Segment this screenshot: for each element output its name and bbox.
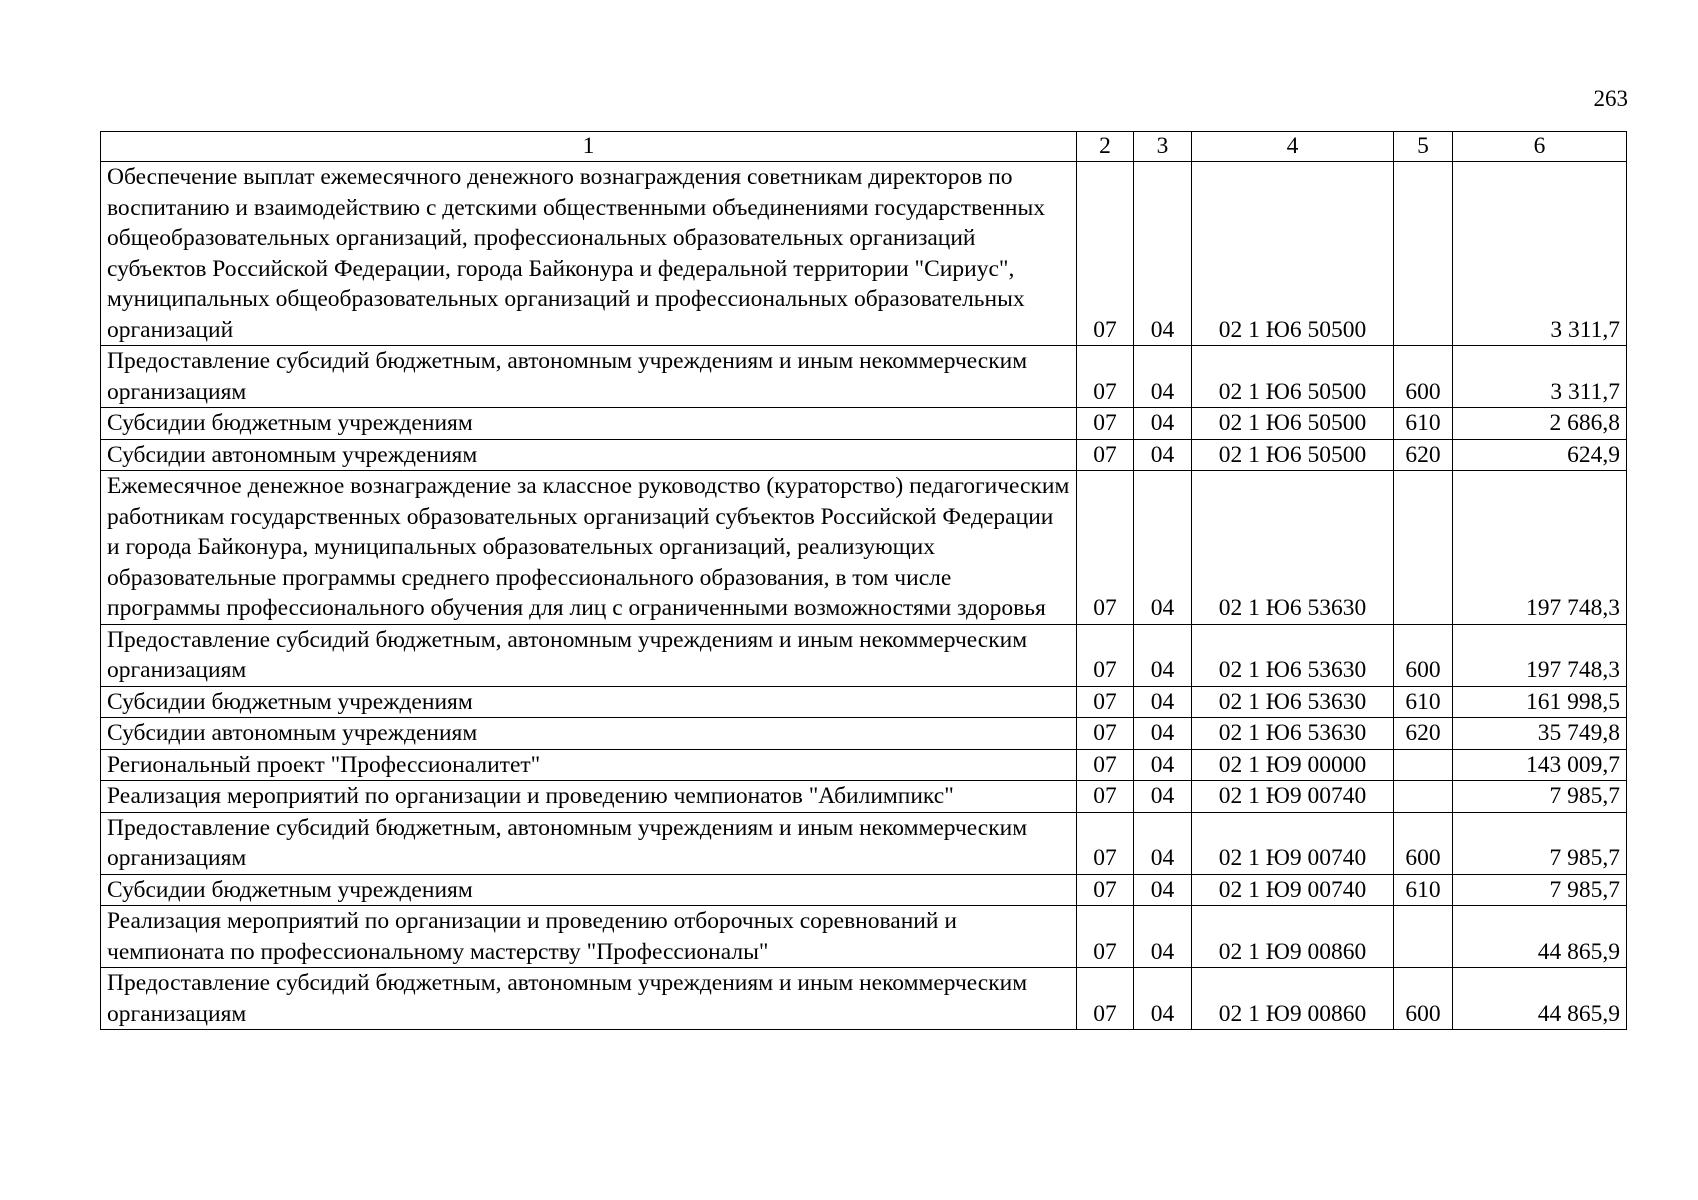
row-name: Региональный проект "Профессионалитет" bbox=[101, 749, 1077, 781]
row-target-article: 02 1 Ю6 50500 bbox=[1192, 162, 1394, 346]
row-target-article: 02 1 Ю6 50500 bbox=[1192, 346, 1394, 408]
row-amount: 624,9 bbox=[1453, 439, 1627, 471]
row-target-article: 02 1 Ю9 00860 bbox=[1192, 968, 1394, 1030]
row-amount: 3 311,7 bbox=[1453, 162, 1627, 346]
row-section: 07 bbox=[1077, 781, 1134, 813]
table-body bbox=[101, 162, 1627, 1030]
header-col-5: 5 bbox=[1394, 132, 1453, 162]
row-expense-type: 610 bbox=[1394, 874, 1453, 906]
row-expense-type: 600 bbox=[1394, 346, 1453, 408]
row-target-article: 02 1 Ю6 53630 bbox=[1192, 718, 1394, 750]
table-row bbox=[101, 718, 1627, 750]
row-name: Предоставление субсидий бюджетным, автономным учреждениям и иным некоммерческим организациям bbox=[101, 624, 1077, 686]
row-section: 07 bbox=[1077, 686, 1134, 718]
row-name: Ежемесячное денежное вознаграждение за классное руководство (кураторство) педагогическим работникам государственных образовательных организаций субъектов Российской Федерации и города Байконура, муниципальных образовательных организаций, реализующих образовательные программы среднего профессионального образования, в том числе программы профессионального обучения для лиц с ограниченными возможностями здоровья bbox=[101, 471, 1077, 625]
page-number: 263 bbox=[1593, 86, 1628, 111]
row-name: Предоставление субсидий бюджетным, автономным учреждениям и иным некоммерческим организациям bbox=[101, 812, 1077, 874]
row-target-article: 02 1 Ю9 00860 bbox=[1192, 906, 1394, 968]
row-section: 07 bbox=[1077, 874, 1134, 906]
row-subsection: 04 bbox=[1134, 906, 1192, 968]
row-target-article: 02 1 Ю9 00740 bbox=[1192, 874, 1394, 906]
row-expense-type bbox=[1394, 162, 1453, 346]
row-name: Реализация мероприятий по организации и проведению отборочных соревнований и чемпионата по профессиональному мастерству "Профессионалы" bbox=[101, 906, 1077, 968]
row-expense-type: 620 bbox=[1394, 439, 1453, 471]
row-subsection: 04 bbox=[1134, 624, 1192, 686]
row-name: Субсидии бюджетным учреждениям bbox=[101, 686, 1077, 718]
row-amount: 7 985,7 bbox=[1453, 812, 1627, 874]
row-section: 07 bbox=[1077, 749, 1134, 781]
row-section: 07 bbox=[1077, 718, 1134, 750]
table-row bbox=[101, 686, 1627, 718]
row-name: Реализация мероприятий по организации и проведению чемпионатов "Абилимпикс" bbox=[101, 781, 1077, 813]
row-subsection: 04 bbox=[1134, 874, 1192, 906]
row-expense-type: 600 bbox=[1394, 812, 1453, 874]
row-section: 07 bbox=[1077, 346, 1134, 408]
row-expense-type: 600 bbox=[1394, 624, 1453, 686]
row-target-article: 02 1 Ю9 00740 bbox=[1192, 781, 1394, 813]
row-amount: 197 748,3 bbox=[1453, 624, 1627, 686]
row-name: Субсидии автономным учреждениям bbox=[101, 439, 1077, 471]
row-target-article: 02 1 Ю6 53630 bbox=[1192, 624, 1394, 686]
row-expense-type bbox=[1394, 471, 1453, 625]
row-subsection: 04 bbox=[1134, 346, 1192, 408]
row-subsection: 04 bbox=[1134, 471, 1192, 625]
row-subsection: 04 bbox=[1134, 968, 1192, 1030]
row-subsection: 04 bbox=[1134, 686, 1192, 718]
row-amount: 44 865,9 bbox=[1453, 906, 1627, 968]
row-name: Субсидии бюджетным учреждениям bbox=[101, 408, 1077, 440]
row-section: 07 bbox=[1077, 812, 1134, 874]
row-subsection: 04 bbox=[1134, 812, 1192, 874]
row-expense-type bbox=[1394, 749, 1453, 781]
table-row bbox=[101, 874, 1627, 906]
table-row bbox=[101, 781, 1627, 813]
table-row bbox=[101, 624, 1627, 686]
table-row bbox=[101, 906, 1627, 968]
table-row bbox=[101, 162, 1627, 346]
row-target-article: 02 1 Ю9 00000 bbox=[1192, 749, 1394, 781]
row-target-article: 02 1 Ю9 00740 bbox=[1192, 812, 1394, 874]
row-amount: 197 748,3 bbox=[1453, 471, 1627, 625]
table-row bbox=[101, 439, 1627, 471]
row-target-article: 02 1 Ю6 50500 bbox=[1192, 408, 1394, 440]
row-amount: 143 009,7 bbox=[1453, 749, 1627, 781]
row-amount: 2 686,8 bbox=[1453, 408, 1627, 440]
table-row bbox=[101, 968, 1627, 1030]
row-section: 07 bbox=[1077, 968, 1134, 1030]
table-row bbox=[101, 749, 1627, 781]
row-subsection: 04 bbox=[1134, 439, 1192, 471]
row-section: 07 bbox=[1077, 471, 1134, 625]
row-expense-type bbox=[1394, 906, 1453, 968]
row-target-article: 02 1 Ю6 53630 bbox=[1192, 471, 1394, 625]
row-name: Предоставление субсидий бюджетным, автономным учреждениям и иным некоммерческим организациям bbox=[101, 968, 1077, 1030]
row-section: 07 bbox=[1077, 162, 1134, 346]
row-subsection: 04 bbox=[1134, 162, 1192, 346]
row-name: Субсидии автономным учреждениям bbox=[101, 718, 1077, 750]
header-col-6: 6 bbox=[1453, 132, 1627, 162]
row-amount: 35 749,8 bbox=[1453, 718, 1627, 750]
row-amount: 161 998,5 bbox=[1453, 686, 1627, 718]
row-amount: 7 985,7 bbox=[1453, 781, 1627, 813]
table-row bbox=[101, 346, 1627, 408]
row-amount: 7 985,7 bbox=[1453, 874, 1627, 906]
row-expense-type: 610 bbox=[1394, 686, 1453, 718]
header-col-2: 2 bbox=[1077, 132, 1134, 162]
row-name: Предоставление субсидий бюджетным, автономным учреждениям и иным некоммерческим организациям bbox=[101, 346, 1077, 408]
table-row bbox=[101, 812, 1627, 874]
row-subsection: 04 bbox=[1134, 781, 1192, 813]
row-expense-type: 600 bbox=[1394, 968, 1453, 1030]
row-target-article: 02 1 Ю6 53630 bbox=[1192, 686, 1394, 718]
row-target-article: 02 1 Ю6 50500 bbox=[1192, 439, 1394, 471]
header-col-1: 1 bbox=[101, 132, 1077, 162]
row-name: Обеспечение выплат ежемесячного денежного вознаграждения советникам директоров по воспитанию и взаимодействию с детскими общественными объединениями государственных общеобразовательных организаций, профессиональных образовательных организаций субъектов Российской Федерации, города Байконура и федеральной территории "Сириус", муниципальных общеобразовательных организаций и профессиональных образовательных организаций bbox=[101, 162, 1077, 346]
row-section: 07 bbox=[1077, 439, 1134, 471]
row-section: 07 bbox=[1077, 906, 1134, 968]
header-col-4: 4 bbox=[1192, 132, 1394, 162]
table-row bbox=[101, 408, 1627, 440]
row-expense-type bbox=[1394, 781, 1453, 813]
header-col-3: 3 bbox=[1134, 132, 1192, 162]
row-subsection: 04 bbox=[1134, 749, 1192, 781]
row-subsection: 04 bbox=[1134, 718, 1192, 750]
row-subsection: 04 bbox=[1134, 408, 1192, 440]
table-header-row bbox=[101, 132, 1627, 162]
row-amount: 3 311,7 bbox=[1453, 346, 1627, 408]
row-amount: 44 865,9 bbox=[1453, 968, 1627, 1030]
row-expense-type: 610 bbox=[1394, 408, 1453, 440]
row-section: 07 bbox=[1077, 624, 1134, 686]
table-row bbox=[101, 471, 1627, 625]
row-section: 07 bbox=[1077, 408, 1134, 440]
budget-table bbox=[100, 131, 1627, 1030]
row-expense-type: 620 bbox=[1394, 718, 1453, 750]
row-name: Субсидии бюджетным учреждениям bbox=[101, 874, 1077, 906]
